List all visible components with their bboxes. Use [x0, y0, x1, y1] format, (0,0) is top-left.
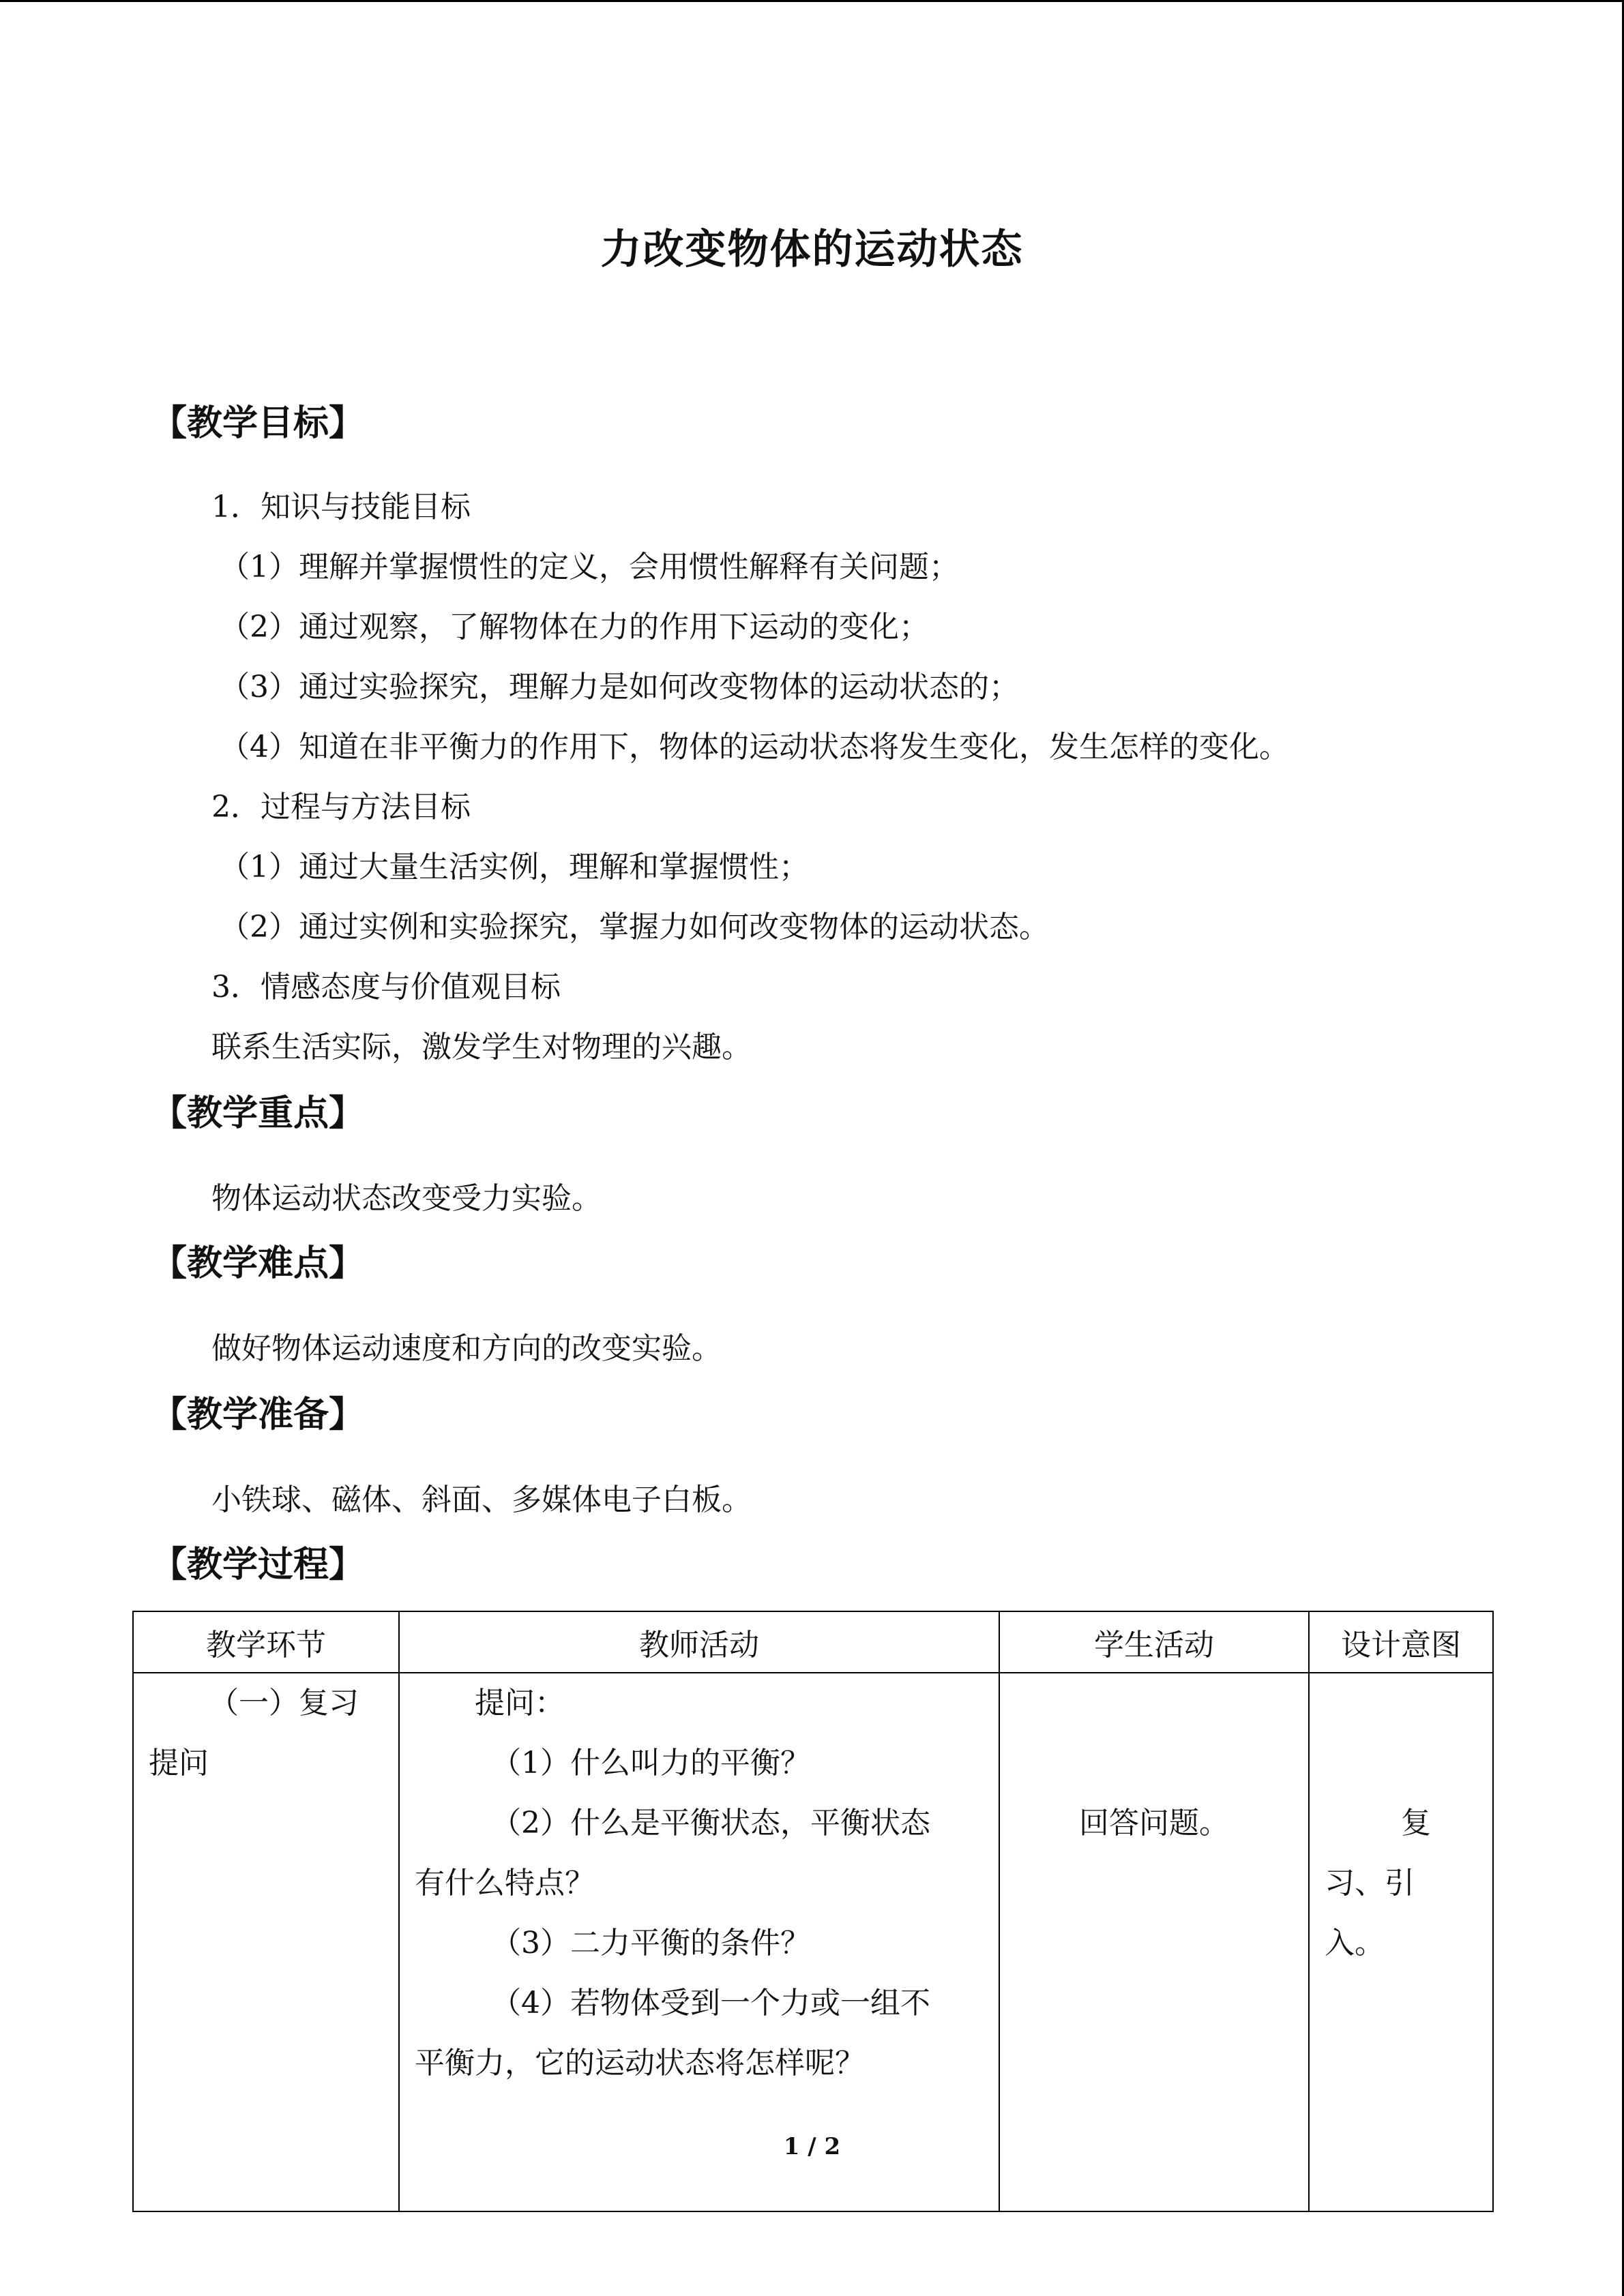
header-student: 学生活动 — [999, 1611, 1309, 1673]
process-heading: 【教学过程】 — [151, 1544, 365, 1585]
teacher-cell — [399, 1673, 999, 2211]
teacher-line: （3）二力平衡的条件？ — [491, 1926, 810, 1960]
intent-text: 习、引 — [1325, 1866, 1415, 1900]
objective-line: （2）通过实例和实验探究，掌握力如何改变物体的运动状态。 — [220, 910, 1049, 944]
objectives-heading: 【教学目标】 — [151, 402, 365, 444]
stage-text: 提问 — [149, 1746, 209, 1780]
objective-line: （3）通过实验探究，理解力是如何改变物体的运动状态的； — [220, 670, 1019, 704]
stage-text: （一）复习 — [209, 1686, 359, 1720]
key-points-heading: 【教学重点】 — [151, 1092, 365, 1134]
page-number: 1 / 2 — [783, 2133, 841, 2160]
objective-line: 1．知识与技能目标 — [211, 490, 471, 524]
objective-line: 3．情感态度与价值观目标 — [211, 970, 561, 1004]
difficulties-heading: 【教学难点】 — [151, 1242, 365, 1284]
preparation-text: 小铁球、磁体、斜面、多媒体电子白板。 — [211, 1482, 752, 1517]
teacher-line: （1）什么叫力的平衡？ — [491, 1746, 810, 1780]
header-teacher: 教师活动 — [399, 1611, 999, 1673]
intent-text: 复 — [1401, 1806, 1431, 1840]
teacher-line: （4）若物体受到一个力或一组不 — [491, 1986, 930, 2021]
page-border-top — [0, 0, 1624, 2]
objective-line: （2）通过观察，了解物体在力的作用下运动的变化； — [220, 610, 929, 644]
teacher-line: 平衡力，它的运动状态将怎样呢？ — [415, 2046, 865, 2081]
preparation-heading: 【教学准备】 — [151, 1394, 365, 1435]
stage-cell — [133, 1673, 399, 2211]
objective-line: （1）通过大量生活实例，理解和掌握惯性； — [220, 850, 809, 884]
header-stage: 教学环节 — [133, 1611, 399, 1673]
teacher-line: 提问： — [475, 1686, 565, 1720]
objective-line: 联系生活实际，激发学生对物理的兴趣。 — [211, 1030, 752, 1064]
intent-text: 入。 — [1325, 1926, 1385, 1960]
teacher-line: （2）什么是平衡状态，平衡状态 — [491, 1806, 930, 1840]
student-text: 回答问题。 — [1079, 1806, 1229, 1840]
objective-line: （1）理解并掌握惯性的定义，会用惯性解释有关问题； — [220, 550, 959, 584]
table-header-row — [133, 1611, 1493, 1673]
teacher-line: 有什么特点？ — [415, 1866, 595, 1900]
intent-cell — [1309, 1673, 1493, 2211]
student-cell — [999, 1673, 1309, 2211]
difficulties-text: 做好物体运动速度和方向的改变实验。 — [211, 1331, 722, 1366]
process-table — [132, 1611, 1494, 2212]
objective-line: （4）知道在非平衡力的作用下，物体的运动状态将发生变化，发生怎样的变化。 — [220, 730, 1289, 764]
page-title: 力改变物体的运动状态 — [600, 226, 1024, 273]
objective-line: 2．过程与方法目标 — [211, 790, 471, 824]
key-points-text: 物体运动状态改变受力实验。 — [211, 1181, 602, 1216]
table-row — [133, 1673, 1493, 2211]
header-intent: 设计意图 — [1309, 1611, 1493, 1673]
